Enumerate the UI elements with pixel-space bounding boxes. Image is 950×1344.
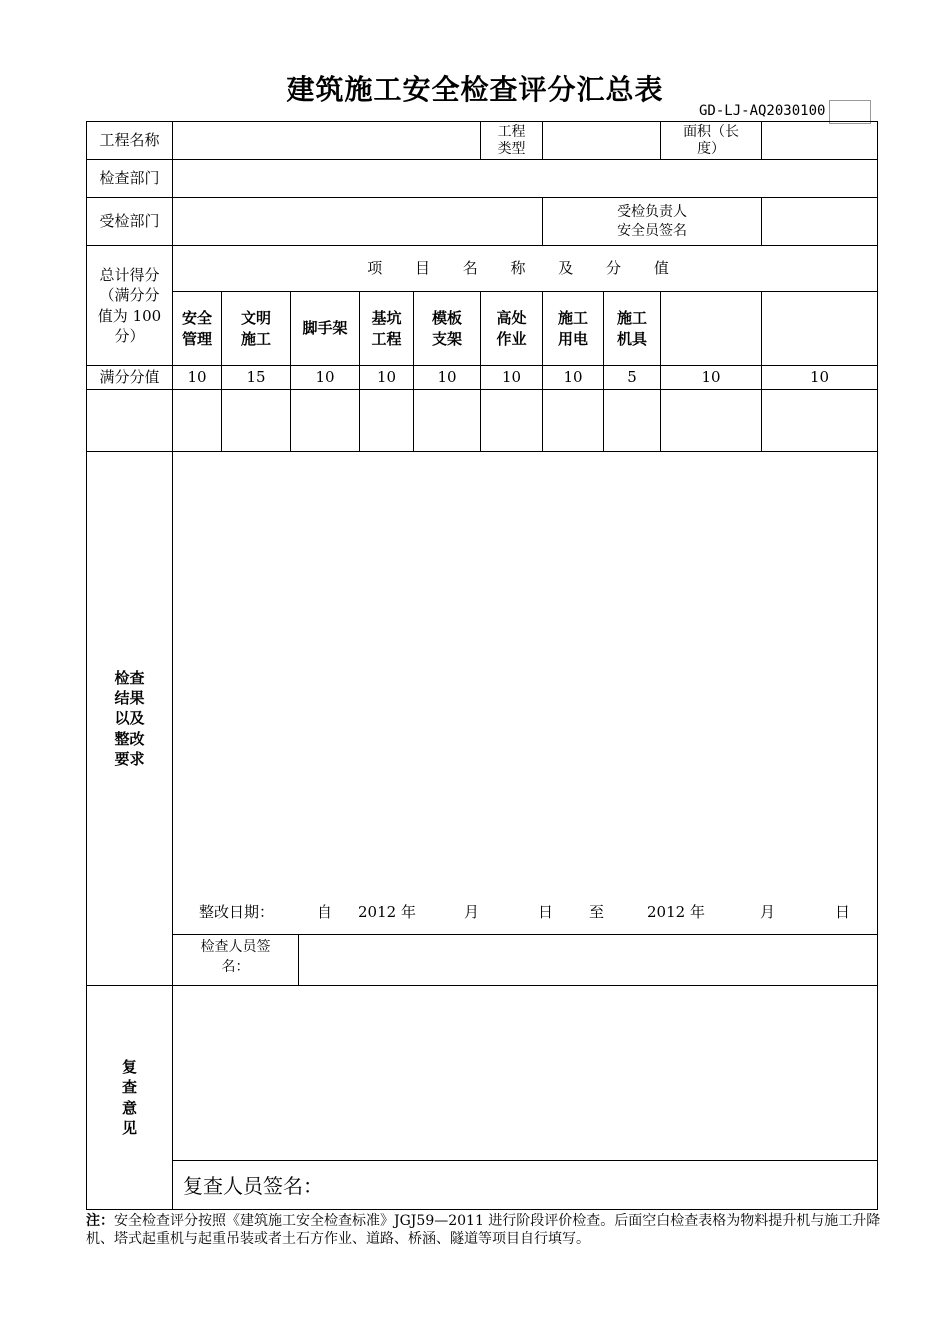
full-score-cell: 10 — [414, 366, 481, 390]
score-field[interactable] — [481, 390, 543, 452]
full-score-row — [87, 366, 878, 390]
review-area — [173, 986, 878, 1210]
total-score-field[interactable] — [87, 390, 173, 452]
day-from[interactable]: 日 — [538, 903, 554, 921]
project-type-field[interactable] — [543, 122, 661, 160]
project-type-label: 工程 类型 — [481, 122, 543, 160]
dept-label: 检查部门 — [87, 160, 173, 198]
total-score-label: 总计得分 （满分分 值为 100 分） — [87, 246, 173, 366]
year-to[interactable]: 2012 年 — [647, 903, 705, 921]
score-field[interactable] — [543, 390, 604, 452]
full-score-cell: 15 — [222, 366, 291, 390]
category-electricity: 施工 用电 — [543, 292, 604, 366]
result-area — [173, 452, 878, 986]
rectify-date-row — [173, 902, 877, 926]
score-field[interactable] — [604, 390, 661, 452]
full-score-cell: 10 — [543, 366, 604, 390]
category-row — [87, 292, 878, 366]
date-to-label: 至 — [589, 903, 605, 921]
category-safety-management: 安全 管理 — [173, 292, 222, 366]
inspected-dept-label: 受检部门 — [87, 198, 173, 246]
category-blank-1[interactable] — [661, 292, 762, 366]
score-field[interactable] — [173, 390, 222, 452]
category-formwork: 模板 支架 — [414, 292, 481, 366]
month-to[interactable]: 月 — [760, 903, 776, 921]
page-title: 建筑施工安全检查评分汇总表 — [286, 73, 664, 106]
result-text-field[interactable] — [173, 452, 877, 886]
score-entry-row — [87, 390, 878, 452]
inspector-signature-row — [173, 934, 877, 986]
full-score-cell: 10 — [360, 366, 414, 390]
score-field[interactable] — [222, 390, 291, 452]
dept-field[interactable] — [173, 160, 878, 198]
summary-table — [86, 121, 878, 1210]
area-field[interactable] — [762, 122, 878, 160]
category-scaffold: 脚手架 — [291, 292, 360, 366]
footnote — [86, 1212, 881, 1248]
inspector-signature-field[interactable] — [299, 935, 877, 986]
category-civilized-construction: 文明 施工 — [222, 292, 291, 366]
category-foundation-pit: 基坑 工程 — [360, 292, 414, 366]
year-from[interactable]: 2012 年 — [358, 903, 416, 921]
date-from-label: 自 — [317, 903, 333, 921]
form-code: GD-LJ-AQ2030100 — [699, 103, 826, 119]
full-score-cell: 10 — [661, 366, 762, 390]
full-score-cell: 5 — [604, 366, 661, 390]
inspected-dept-field[interactable] — [173, 198, 543, 246]
footnote-text: 安全检查评分按照《建筑施工安全检查标准》JGJ59—2011 进行阶段评价检查。后面空白检查表格为物料提升机与施工升降机、塔式起重机与起重吊装或者土石方作业、道路、桥涵、隧道等项目自行填写。 — [86, 1213, 881, 1248]
full-score-cell: 10 — [291, 366, 360, 390]
full-score-cell: 10 — [173, 366, 222, 390]
review-label: 复 查 意 见 — [87, 986, 173, 1210]
result-label: 检查 结果 以及 整改 要求 — [87, 452, 173, 986]
score-field[interactable] — [661, 390, 762, 452]
score-field[interactable] — [414, 390, 481, 452]
category-machinery: 施工 机具 — [604, 292, 661, 366]
category-high-altitude: 高处 作业 — [481, 292, 543, 366]
month-from[interactable]: 月 — [464, 903, 480, 921]
project-name-field[interactable] — [173, 122, 481, 160]
project-name-label: 工程名称 — [87, 122, 173, 160]
full-score-cell: 10 — [481, 366, 543, 390]
score-field[interactable] — [360, 390, 414, 452]
score-field[interactable] — [762, 390, 878, 452]
review-text-field[interactable] — [173, 986, 877, 1160]
inspector-signature-label: 检查人员签 名： — [173, 935, 299, 986]
footnote-prefix: 注： — [86, 1213, 114, 1229]
rectify-date-label: 整改日期： — [199, 903, 275, 921]
items-header: 项 目 名 称 及 分 值 — [173, 246, 878, 292]
category-blank-2[interactable] — [762, 292, 878, 366]
full-score-cell: 10 — [762, 366, 878, 390]
reviewer-signature[interactable]: 复查人员签名： — [173, 1160, 877, 1210]
score-field[interactable] — [291, 390, 360, 452]
area-label: 面积（长 度） — [661, 122, 762, 160]
full-score-label: 满分分值 — [87, 366, 173, 390]
day-to[interactable]: 日 — [835, 903, 851, 921]
responsible-signature-field[interactable] — [762, 198, 878, 246]
responsible-signature-label: 受检负责人 安全员签名 — [543, 198, 762, 246]
